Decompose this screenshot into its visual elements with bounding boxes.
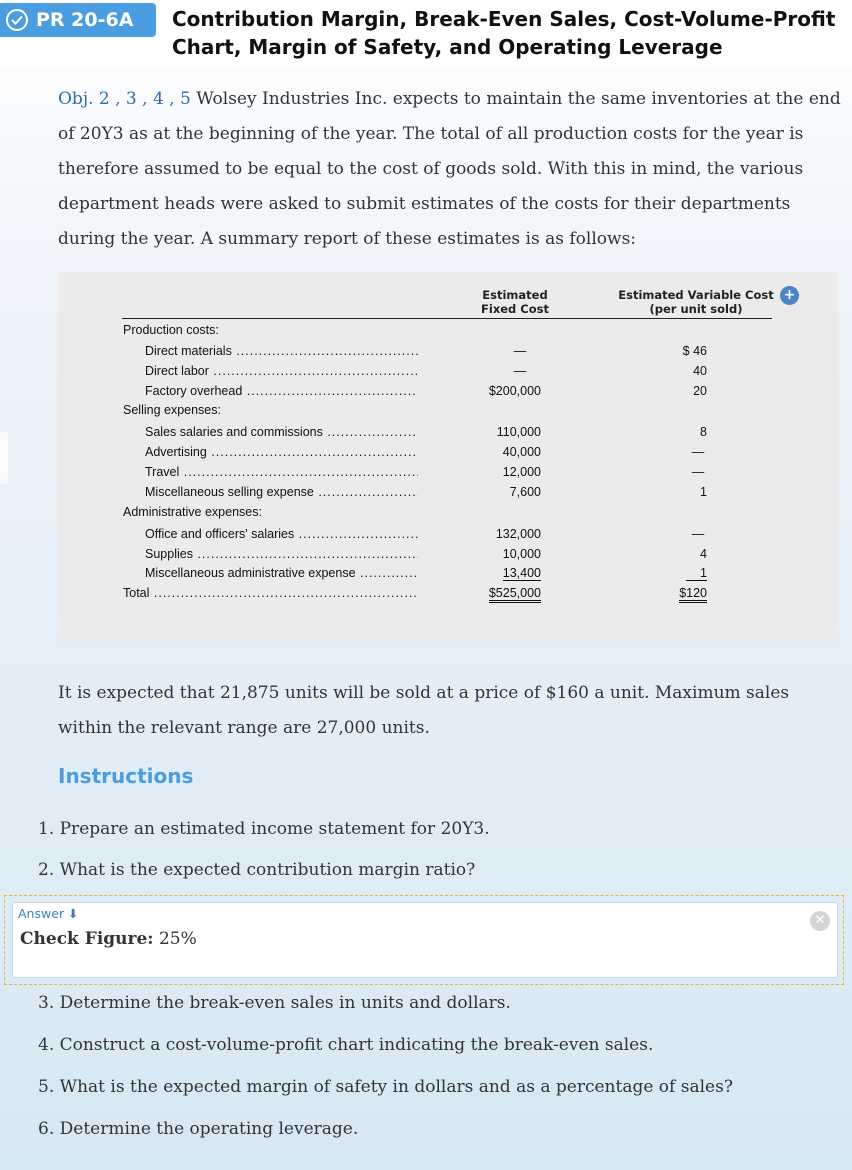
total-var: $120 xyxy=(660,586,707,600)
sales-expectation-paragraph: It is expected that 21,875 units will be sold at a price of $160 a unit. Maximum sales within the relevant range are 27,000 units. xyxy=(58,683,790,738)
fixed-cell: 10,000 xyxy=(502,547,541,561)
row-label: Factory overhead ..... xyxy=(145,384,418,398)
fixed-cell: 7,600 xyxy=(509,485,541,499)
fixed-cost-header: Estimated Fixed Cost xyxy=(481,288,549,316)
header xyxy=(0,0,852,68)
row-label: Miscellaneous selling expense ..... xyxy=(145,485,418,499)
row-label: Travel ..... xyxy=(145,465,418,479)
row-label: Sales salaries and commissions ..... xyxy=(145,425,418,439)
arrow-down-icon: ⬇ xyxy=(68,906,79,921)
page-title: Contribution Margin, Break-Even Sales, Cost-Volume-Profit Chart, Margin of Safety, and Operating Leverage xyxy=(172,7,836,59)
admin-heading: Administrative expenses: xyxy=(123,505,262,519)
fixed-cell: 13,400 xyxy=(502,566,541,580)
question-3: 3. Determine the break-even sales in units and dollars. xyxy=(38,993,511,1013)
check-circle-icon xyxy=(6,9,28,31)
row-label: Advertising ..... xyxy=(145,445,418,459)
question-5: 5. What is the expected margin of safety in dollars and as a percentage of sales? xyxy=(38,1077,733,1097)
var-cell: 20 xyxy=(693,384,707,398)
check-figure: Check Figure: 25% xyxy=(20,929,197,949)
var-cell: — xyxy=(691,527,705,541)
close-icon[interactable]: ✕ xyxy=(810,911,830,931)
intro-text: Wolsey Industries Inc. expects to maintain the same inventories at the end of 20Y3 as at the beginning of the year. The total of all production costs for the year is therefore assumed to be equal to the cost of goods sold. With this in mind, the various department heads were asked to submit estimates of the costs for their departments during the year. A summary report of these estimates is as follows: xyxy=(58,89,841,249)
variable-cost-header: Estimated Variable Cost (per unit sold) xyxy=(618,288,774,316)
objectives-link[interactable]: Obj. 2 , 3 , 4 , 5 xyxy=(58,89,191,109)
fixed-cell: 110,000 xyxy=(496,425,541,439)
fixed-cell: 132,000 xyxy=(495,527,541,541)
row-label: Direct labor ..... xyxy=(145,364,418,378)
answer-toggle[interactable]: Answer ⬇ xyxy=(18,906,79,921)
var-cell: 40 xyxy=(693,364,707,378)
fixed-cell: 40,000 xyxy=(502,445,541,459)
header-rule xyxy=(122,318,772,319)
row-label: Miscellaneous administrative expense ..... xyxy=(145,566,418,580)
var-cell: 1 xyxy=(700,485,707,499)
expand-plus-icon[interactable]: + xyxy=(780,286,799,305)
selling-heading: Selling expenses: xyxy=(123,403,221,417)
row-label: Direct materials ..... xyxy=(145,344,418,358)
instructions-heading: Instructions xyxy=(58,764,194,788)
fixed-cell: 12,000 xyxy=(502,465,541,479)
var-cell: $ 46 xyxy=(682,344,707,358)
question-6: 6. Determine the operating leverage. xyxy=(38,1119,359,1139)
question-1: 1. Prepare an estimated income statement for 20Y3. xyxy=(38,819,490,839)
fixed-cell: — xyxy=(513,364,527,378)
var-cell: — xyxy=(691,445,705,459)
production-heading: Production costs: xyxy=(123,323,219,337)
var-cell: 1 xyxy=(660,566,707,580)
var-cell: — xyxy=(691,465,705,479)
total-fixed: $525,000 xyxy=(470,586,541,600)
var-cell: 8 xyxy=(700,425,707,439)
problem-number: PR 20-6A xyxy=(36,9,134,31)
problem-badge[interactable] xyxy=(0,3,156,37)
var-cell: 4 xyxy=(700,547,707,561)
intro-paragraph xyxy=(58,82,844,257)
fixed-cell: — xyxy=(513,344,527,358)
total-label: Total ..... xyxy=(123,586,418,600)
fixed-cell: $200,000 xyxy=(488,384,541,398)
question-2: 2. What is the expected contribution margin ratio? xyxy=(38,860,476,880)
question-4: 4. Construct a cost-volume-profit chart indicating the break-even sales. xyxy=(38,1035,654,1055)
row-label: Office and officers' salaries ..... xyxy=(145,527,418,541)
row-label: Supplies ..... xyxy=(145,547,418,561)
side-handle[interactable] xyxy=(0,432,8,484)
